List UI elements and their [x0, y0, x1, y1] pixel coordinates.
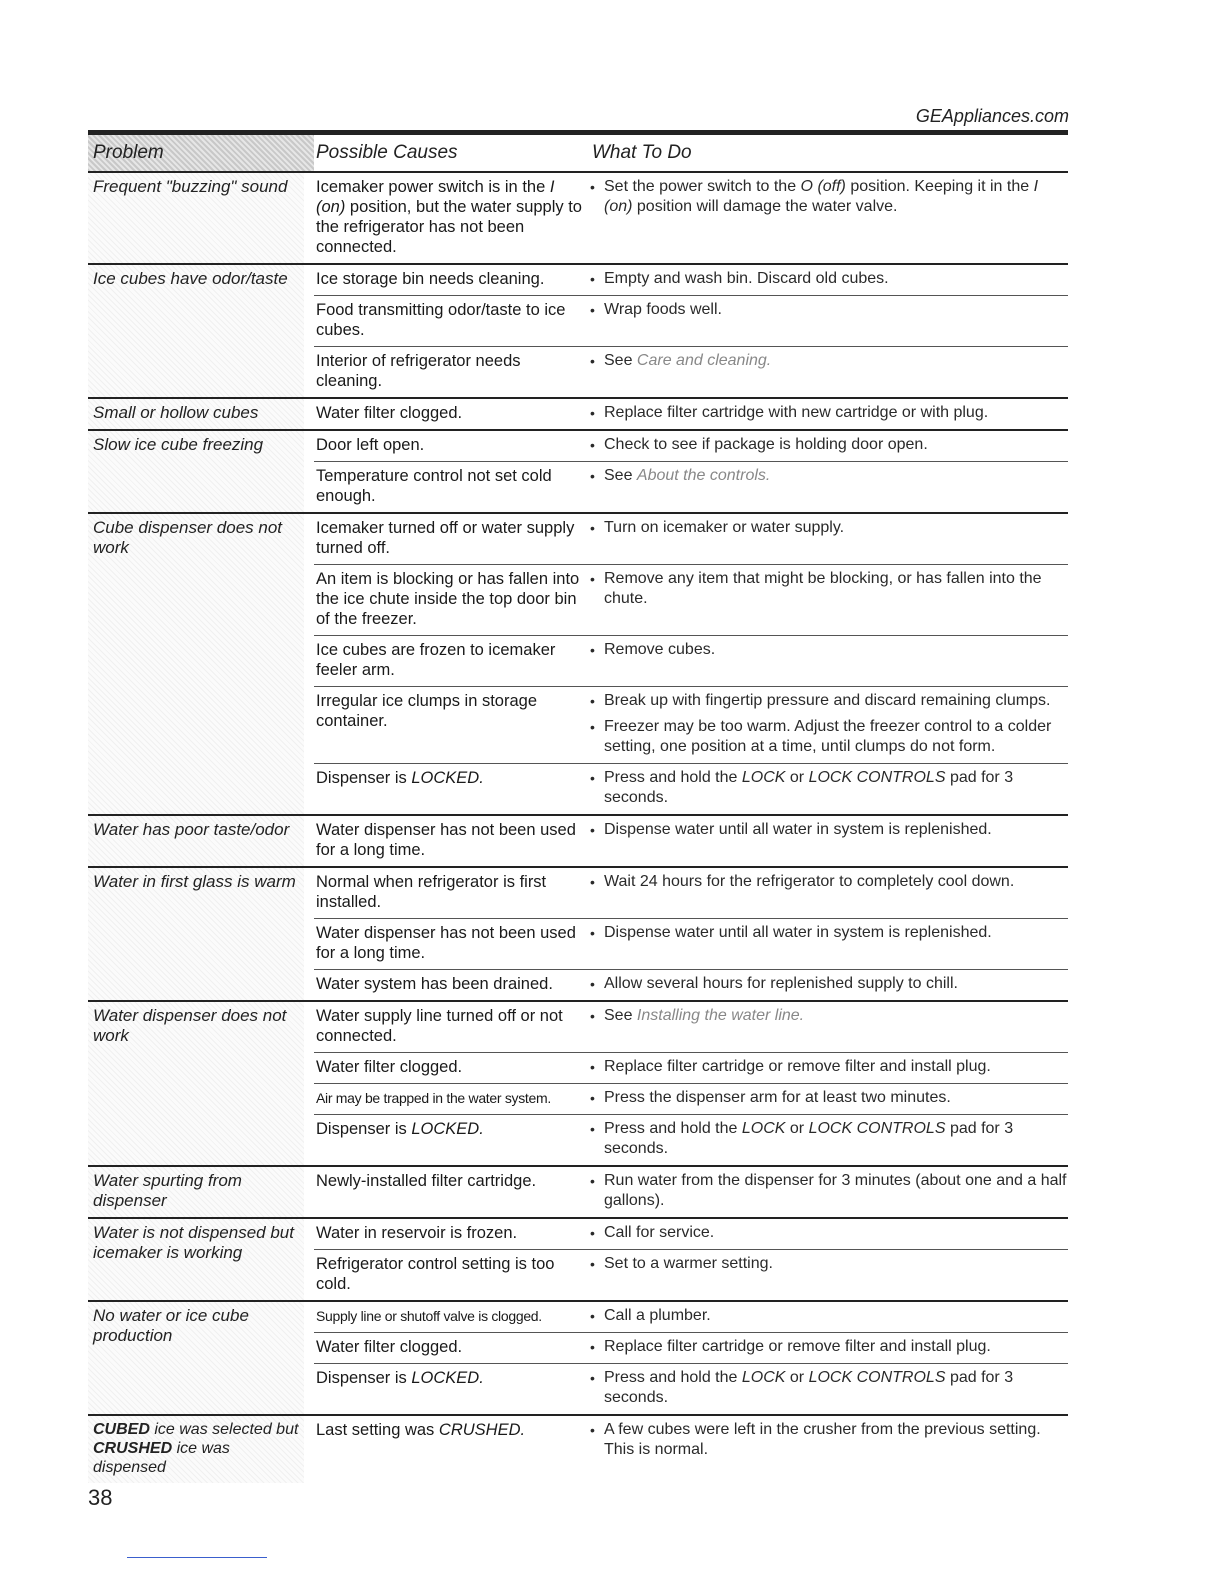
bullet-icon: •	[590, 1090, 595, 1106]
todo-cell: • Call for service.	[590, 1224, 715, 1241]
cause-cell: Door left open.	[316, 436, 425, 454]
cause-cell: Water dispenser has not been used for a long time.	[316, 821, 576, 859]
problem-cell: Water has poor taste/odor	[88, 816, 304, 866]
todo-cell: • See Care and cleaning.	[590, 352, 772, 369]
cause-cell: Water filter clogged.	[316, 1058, 463, 1076]
bullet-icon: •	[590, 1256, 595, 1272]
todo-cell: • Dispense water until all water in system is replenished.	[590, 924, 992, 941]
table-row	[88, 1416, 1068, 1483]
bullet-icon: •	[590, 302, 595, 318]
todo-cell: • Set to a warmer setting.	[590, 1255, 773, 1272]
bullet-icon: •	[590, 1308, 595, 1324]
cause-cell: Temperature control not set cold enough.	[316, 467, 552, 505]
table-row	[88, 399, 1068, 431]
bullet-icon: •	[590, 822, 595, 838]
table-row	[88, 1302, 1068, 1416]
table-header	[88, 130, 1068, 173]
bullet-icon: •	[590, 405, 595, 421]
header-what-to-do: What To Do	[592, 142, 692, 163]
bullet-icon: •	[590, 271, 595, 287]
bullet-icon: •	[590, 719, 595, 735]
cause-cell: Air may be trapped in the water system.	[316, 1090, 551, 1106]
bullet-icon: •	[590, 571, 595, 587]
todo-cell: • Remove any item that might be blocking, or has fallen into the chute.	[590, 570, 1042, 607]
table-row	[88, 1167, 1068, 1219]
bullet-icon: •	[590, 693, 595, 709]
cause-cell: Dispenser is LOCKED.	[316, 769, 484, 787]
problem-cell: Slow ice cube freezing	[88, 431, 304, 512]
problem-cell: Water is not dispensed but icemaker is working	[88, 1219, 304, 1300]
todo-cell: • Press the dispenser arm for at least two minutes.	[590, 1089, 951, 1106]
table-row	[88, 1002, 1068, 1167]
todo-cell: • Press and hold the LOCK or LOCK CONTROLS pad for 3 seconds.	[590, 1369, 1014, 1406]
bullet-icon: •	[590, 468, 595, 484]
todo-cell: • Replace filter cartridge or remove filter and install plug.	[590, 1338, 991, 1355]
cause-cell: Water dispenser has not been used for a long time.	[316, 924, 576, 962]
site-url: GEAppliances.com	[915, 106, 1069, 126]
cause-cell: Dispenser is LOCKED.	[316, 1369, 484, 1387]
todo-cell: • Allow several hours for replenished supply to chill.	[590, 975, 958, 992]
cause-cell: Last setting was CRUSHED.	[316, 1421, 526, 1439]
todo-cell: • Press and hold the LOCK or LOCK CONTROLS pad for 3 seconds.	[590, 1120, 1014, 1157]
todo-cell: • Set the power switch to the O (off) position. Keeping it in the I (on) position will damage the water valve.	[590, 178, 1039, 215]
cross-reference-link[interactable]: About the controls.	[636, 467, 771, 484]
page-number: 38	[88, 1485, 113, 1510]
todo-cell: • Break up with fingertip pressure and discard remaining clumps. • Freezer may be too warm. Adjust the freezer control to a colder setting, one position at a time, until clumps do not form.	[590, 692, 1052, 755]
cause-cell: Refrigerator control setting is too cold.	[316, 1255, 555, 1293]
todo-cell: • Dispense water until all water in system is replenished.	[590, 821, 992, 838]
cross-reference-link[interactable]: Care and cleaning.	[636, 352, 772, 369]
cause-cell: Food transmitting odor/taste to ice cubes.	[316, 301, 566, 339]
cause-cell: An item is blocking or has fallen into the ice chute inside the top door bin of the freezer.	[316, 570, 580, 628]
cause-cell: Water filter clogged.	[316, 404, 463, 422]
problem-cell: Frequent "buzzing" sound	[88, 173, 304, 263]
bullet-icon: •	[590, 642, 595, 658]
troubleshooting-table	[88, 130, 1068, 1483]
table-row	[88, 265, 1068, 399]
todo-cell: • Press and hold the LOCK or LOCK CONTROLS pad for 3 seconds.	[590, 769, 1014, 806]
cause-cell: Water supply line turned off or not connected.	[316, 1007, 563, 1045]
todo-cell: • Wrap foods well.	[590, 301, 722, 318]
cause-cell: Water filter clogged.	[316, 1338, 463, 1356]
problem-cell: Water dispenser does not work	[88, 1002, 304, 1165]
cause-cell: Icemaker power switch is in the I (on) position, but the water supply to the refrigerator has not been connected.	[316, 178, 582, 256]
problem-cell: No water or ice cube production	[88, 1302, 304, 1414]
bullet-icon: •	[590, 353, 595, 369]
cause-cell: Water system has been drained.	[316, 975, 553, 993]
cause-cell: Supply line or shutoff valve is clogged.	[316, 1308, 542, 1324]
bullet-icon: •	[590, 1173, 595, 1189]
bullet-icon: •	[590, 437, 595, 453]
problem-cell: Ice cubes have odor/taste	[88, 265, 304, 397]
cause-cell: Dispenser is LOCKED.	[316, 1120, 484, 1138]
cause-cell: Irregular ice clumps in storage container.	[316, 692, 538, 730]
bullet-icon: •	[590, 925, 595, 941]
problem-cell: Water in first glass is warm	[88, 868, 304, 1000]
bullet-icon: •	[590, 874, 595, 890]
problem-cell: Water spurting from dispenser	[88, 1167, 304, 1217]
cause-cell: Interior of refrigerator needs cleaning.	[316, 352, 521, 390]
todo-cell: • Turn on icemaker or water supply.	[590, 519, 845, 536]
bullet-icon: •	[590, 1225, 595, 1241]
todo-cell: • Empty and wash bin. Discard old cubes.	[590, 270, 889, 287]
bullet-icon: •	[590, 976, 595, 992]
todo-cell: • Replace filter cartridge with new cartridge or with plug.	[590, 404, 989, 421]
bullet-icon: •	[590, 520, 595, 536]
todo-cell: • Replace filter cartridge or remove filter and install plug.	[590, 1058, 991, 1075]
table-row	[88, 1219, 1068, 1302]
footer-rule	[127, 1557, 267, 1558]
todo-cell: • Remove cubes.	[590, 641, 716, 658]
problem-cell: CUBED ice was selected but CRUSHED ice was dispensed	[88, 1416, 304, 1483]
bullet-icon: •	[590, 1339, 595, 1355]
cause-cell: Ice cubes are frozen to icemaker feeler arm.	[316, 641, 556, 679]
todo-cell: • Wait 24 hours for the refrigerator to completely cool down.	[590, 873, 1015, 890]
todo-cell: • A few cubes were left in the crusher from the previous setting. This is normal.	[590, 1421, 1041, 1458]
header-possible-causes: Possible Causes	[316, 142, 458, 163]
table-row	[88, 816, 1068, 868]
bullet-icon: •	[590, 770, 595, 786]
cause-cell: Normal when refrigerator is first installed.	[316, 873, 547, 911]
bullet-icon: •	[590, 1121, 595, 1137]
cross-reference-link[interactable]: Installing the water line.	[636, 1007, 805, 1024]
problem-cell: Small or hollow cubes	[88, 399, 304, 429]
cause-cell: Water in reservoir is frozen.	[316, 1224, 518, 1242]
table-row	[88, 868, 1068, 1002]
table-row	[88, 173, 1068, 265]
cause-cell: Newly-installed filter cartridge.	[316, 1172, 537, 1190]
cause-cell: Ice storage bin needs cleaning.	[316, 270, 545, 288]
bullet-icon: •	[590, 1422, 595, 1438]
todo-cell: • See Installing the water line.	[590, 1007, 805, 1024]
todo-cell: • Call a plumber.	[590, 1307, 711, 1324]
bullet-icon: •	[590, 1370, 595, 1386]
todo-cell: • Run water from the dispenser for 3 minutes (about one and a half gallons).	[590, 1172, 1067, 1209]
todo-cell: • See About the controls.	[590, 467, 771, 484]
header-problem: Problem	[88, 135, 314, 171]
todo-cell: • Check to see if package is holding door open.	[590, 436, 928, 453]
bullet-icon: •	[590, 1008, 595, 1024]
problem-cell: Cube dispenser does not work	[88, 514, 304, 814]
cause-cell: Icemaker turned off or water supply turned off.	[316, 519, 575, 557]
table-row	[88, 514, 1068, 816]
bullet-icon: •	[590, 179, 595, 195]
table-row	[88, 431, 1068, 514]
bullet-icon: •	[590, 1059, 595, 1075]
